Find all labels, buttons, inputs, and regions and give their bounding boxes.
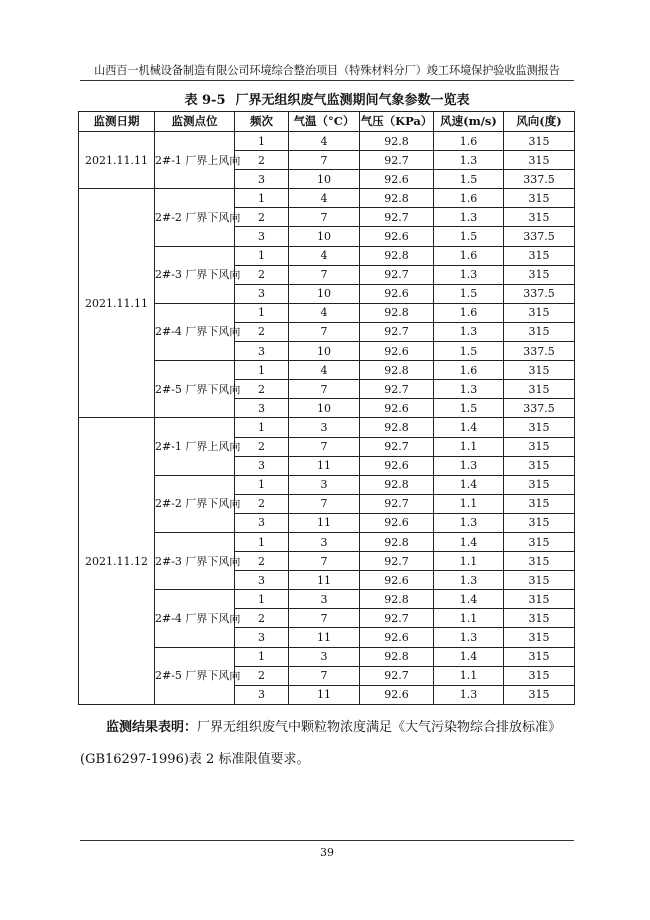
cell-temperature: 7 — [289, 151, 360, 170]
cell-wind-direction: 315 — [504, 132, 575, 151]
cell-frequency: 1 — [235, 475, 289, 494]
cell-wind-speed: 1.3 — [434, 208, 504, 227]
cell-wind-speed: 1.5 — [434, 342, 504, 361]
cell-frequency: 3 — [235, 227, 289, 246]
cell-wind-speed: 1.5 — [434, 284, 504, 303]
cell-frequency: 2 — [235, 552, 289, 571]
cell-frequency: 1 — [235, 418, 289, 437]
column-header: 风向(度) — [504, 112, 575, 132]
cell-pressure: 92.7 — [360, 666, 434, 685]
cell-temperature: 7 — [289, 208, 360, 227]
cell-wind-speed: 1.1 — [434, 552, 504, 571]
table-number: 表 9-5 — [184, 93, 226, 108]
cell-pressure: 92.7 — [360, 208, 434, 227]
page-header: 山西百一机械设备制造有限公司环境综合整治项目（特殊材料分厂）竣工环境保护验收监测报告 — [94, 64, 560, 77]
cell-wind-direction: 315 — [504, 322, 575, 341]
cell-frequency: 1 — [235, 647, 289, 666]
cell-wind-direction: 315 — [504, 208, 575, 227]
cell-frequency: 3 — [235, 170, 289, 189]
cell-wind-speed: 1.1 — [434, 609, 504, 628]
cell-wind-speed: 1.6 — [434, 246, 504, 265]
cell-wind-direction: 315 — [504, 380, 575, 399]
table-row — [79, 418, 575, 437]
cell-temperature: 3 — [289, 418, 360, 437]
cell-temperature: 7 — [289, 380, 360, 399]
cell-wind-direction: 337.5 — [504, 284, 575, 303]
cell-frequency: 1 — [235, 590, 289, 609]
cell-pressure: 92.8 — [360, 647, 434, 666]
column-header: 监测日期 — [79, 112, 155, 132]
cell-temperature: 3 — [289, 590, 360, 609]
cell-temperature: 11 — [289, 628, 360, 647]
cell-temperature: 7 — [289, 609, 360, 628]
cell-point: 2#-1 厂界上风向 — [155, 418, 235, 475]
footer-divider — [80, 840, 574, 841]
column-header: 频次 — [235, 112, 289, 132]
cell-frequency: 2 — [235, 609, 289, 628]
cell-wind-direction: 315 — [504, 647, 575, 666]
cell-frequency: 2 — [235, 265, 289, 284]
cell-temperature: 4 — [289, 361, 360, 380]
cell-point: 2#-3 厂界下风向 — [155, 532, 235, 589]
cell-wind-direction: 315 — [504, 628, 575, 647]
cell-frequency: 3 — [235, 628, 289, 647]
cell-date: 2021.11.12 — [79, 418, 155, 704]
cell-temperature: 7 — [289, 666, 360, 685]
cell-pressure: 92.6 — [360, 342, 434, 361]
cell-pressure: 92.6 — [360, 456, 434, 475]
cell-wind-speed: 1.3 — [434, 685, 504, 704]
conclusion-lead: 监测结果表明： — [106, 720, 198, 735]
cell-frequency: 1 — [235, 303, 289, 322]
cell-pressure: 92.8 — [360, 132, 434, 151]
cell-frequency: 3 — [235, 342, 289, 361]
cell-point: 2#-1 厂界上风向 — [155, 132, 235, 189]
cell-date: 2021.11.11 — [79, 132, 155, 189]
cell-frequency: 3 — [235, 513, 289, 532]
cell-pressure: 92.6 — [360, 571, 434, 590]
cell-wind-speed: 1.6 — [434, 361, 504, 380]
cell-point: 2#-3 厂界下风向 — [155, 246, 235, 303]
cell-wind-direction: 315 — [504, 609, 575, 628]
cell-wind-direction: 315 — [504, 532, 575, 551]
column-header: 气压（KPa） — [360, 112, 434, 132]
cell-wind-direction: 337.5 — [504, 399, 575, 418]
cell-pressure: 92.7 — [360, 494, 434, 513]
cell-frequency: 3 — [235, 685, 289, 704]
cell-wind-direction: 315 — [504, 303, 575, 322]
table-header-row — [79, 112, 575, 132]
cell-pressure: 92.6 — [360, 227, 434, 246]
cell-wind-direction: 315 — [504, 246, 575, 265]
table-title: 厂界无组织废气监测期间气象参数一览表 — [235, 93, 470, 108]
cell-frequency: 1 — [235, 532, 289, 551]
cell-point: 2#-2 厂界下风向 — [155, 475, 235, 532]
cell-point: 2#-4 厂界下风向 — [155, 590, 235, 647]
cell-frequency: 2 — [235, 437, 289, 456]
cell-temperature: 4 — [289, 303, 360, 322]
cell-temperature: 11 — [289, 571, 360, 590]
cell-wind-speed: 1.6 — [434, 303, 504, 322]
cell-wind-direction: 315 — [504, 513, 575, 532]
cell-frequency: 3 — [235, 399, 289, 418]
header-divider — [80, 80, 574, 81]
cell-wind-speed: 1.4 — [434, 475, 504, 494]
cell-wind-direction: 315 — [504, 418, 575, 437]
cell-wind-speed: 1.4 — [434, 647, 504, 666]
cell-temperature: 10 — [289, 227, 360, 246]
cell-wind-direction: 315 — [504, 590, 575, 609]
cell-wind-speed: 1.5 — [434, 227, 504, 246]
cell-point: 2#-4 厂界下风向 — [155, 303, 235, 360]
cell-frequency: 3 — [235, 456, 289, 475]
cell-wind-speed: 1.1 — [434, 666, 504, 685]
cell-frequency: 2 — [235, 322, 289, 341]
cell-pressure: 92.6 — [360, 513, 434, 532]
cell-point: 2#-5 厂界下风向 — [155, 361, 235, 418]
column-header: 监测点位 — [155, 112, 235, 132]
cell-frequency: 1 — [235, 132, 289, 151]
column-header: 气温（°C） — [289, 112, 360, 132]
cell-wind-direction: 315 — [504, 361, 575, 380]
cell-wind-direction: 315 — [504, 685, 575, 704]
cell-temperature: 7 — [289, 552, 360, 571]
cell-wind-direction: 315 — [504, 456, 575, 475]
cell-wind-speed: 1.3 — [434, 151, 504, 170]
cell-pressure: 92.6 — [360, 628, 434, 647]
cell-pressure: 92.6 — [360, 284, 434, 303]
cell-temperature: 3 — [289, 532, 360, 551]
cell-wind-speed: 1.1 — [434, 494, 504, 513]
cell-pressure: 92.8 — [360, 590, 434, 609]
cell-point: 2#-2 厂界下风向 — [155, 189, 235, 246]
cell-pressure: 92.7 — [360, 552, 434, 571]
cell-wind-direction: 337.5 — [504, 342, 575, 361]
cell-wind-direction: 315 — [504, 494, 575, 513]
table-caption — [80, 89, 574, 108]
cell-wind-speed: 1.1 — [434, 437, 504, 456]
cell-temperature: 7 — [289, 437, 360, 456]
cell-wind-direction: 337.5 — [504, 227, 575, 246]
cell-pressure: 92.7 — [360, 380, 434, 399]
cell-temperature: 10 — [289, 284, 360, 303]
cell-temperature: 7 — [289, 322, 360, 341]
cell-temperature: 10 — [289, 342, 360, 361]
cell-temperature: 10 — [289, 399, 360, 418]
cell-wind-speed: 1.6 — [434, 189, 504, 208]
cell-pressure: 92.8 — [360, 475, 434, 494]
cell-wind-direction: 315 — [504, 552, 575, 571]
cell-wind-speed: 1.3 — [434, 322, 504, 341]
cell-pressure: 92.8 — [360, 532, 434, 551]
cell-pressure: 92.7 — [360, 151, 434, 170]
cell-pressure: 92.7 — [360, 609, 434, 628]
table-row — [79, 132, 575, 151]
cell-frequency: 2 — [235, 494, 289, 513]
cell-temperature: 4 — [289, 189, 360, 208]
cell-temperature: 11 — [289, 685, 360, 704]
cell-wind-direction: 315 — [504, 475, 575, 494]
cell-temperature: 10 — [289, 170, 360, 189]
cell-wind-speed: 1.3 — [434, 265, 504, 284]
cell-frequency: 1 — [235, 246, 289, 265]
cell-temperature: 4 — [289, 246, 360, 265]
cell-pressure: 92.8 — [360, 246, 434, 265]
cell-temperature: 7 — [289, 265, 360, 284]
cell-wind-direction: 315 — [504, 571, 575, 590]
conclusion-text: 厂界无组织废气中颗粒物浓度满足《大气污染物综合排放标准》(GB16297-1996)表 2 标准限值要求。 — [80, 720, 562, 767]
cell-wind-direction: 315 — [504, 189, 575, 208]
cell-pressure: 92.7 — [360, 265, 434, 284]
cell-temperature: 3 — [289, 475, 360, 494]
cell-frequency: 2 — [235, 666, 289, 685]
cell-wind-speed: 1.5 — [434, 170, 504, 189]
cell-temperature: 4 — [289, 132, 360, 151]
cell-pressure: 92.6 — [360, 399, 434, 418]
cell-pressure: 92.7 — [360, 322, 434, 341]
cell-pressure: 92.8 — [360, 303, 434, 322]
cell-wind-speed: 1.4 — [434, 590, 504, 609]
cell-pressure: 92.6 — [360, 685, 434, 704]
cell-wind-direction: 315 — [504, 265, 575, 284]
cell-wind-speed: 1.3 — [434, 456, 504, 475]
cell-wind-speed: 1.3 — [434, 513, 504, 532]
cell-temperature: 7 — [289, 494, 360, 513]
cell-wind-direction: 315 — [504, 437, 575, 456]
cell-point: 2#-5 厂界下风向 — [155, 647, 235, 704]
table-body — [79, 132, 575, 705]
cell-pressure: 92.8 — [360, 361, 434, 380]
cell-wind-direction: 337.5 — [504, 170, 575, 189]
cell-frequency: 1 — [235, 361, 289, 380]
cell-pressure: 92.7 — [360, 437, 434, 456]
conclusion-paragraph — [80, 712, 574, 776]
cell-wind-speed: 1.4 — [434, 532, 504, 551]
cell-wind-speed: 1.3 — [434, 380, 504, 399]
cell-wind-speed: 1.3 — [434, 571, 504, 590]
cell-pressure: 92.8 — [360, 418, 434, 437]
cell-temperature: 11 — [289, 513, 360, 532]
column-header: 风速(m/s) — [434, 112, 504, 132]
cell-wind-direction: 315 — [504, 666, 575, 685]
cell-wind-speed: 1.4 — [434, 418, 504, 437]
cell-wind-speed: 1.6 — [434, 132, 504, 151]
cell-wind-speed: 1.5 — [434, 399, 504, 418]
cell-frequency: 3 — [235, 284, 289, 303]
cell-temperature: 3 — [289, 647, 360, 666]
cell-frequency: 3 — [235, 571, 289, 590]
cell-temperature: 11 — [289, 456, 360, 475]
cell-frequency: 1 — [235, 189, 289, 208]
weather-parameter-table — [78, 111, 575, 705]
cell-frequency: 2 — [235, 151, 289, 170]
cell-wind-speed: 1.3 — [434, 628, 504, 647]
cell-pressure: 92.6 — [360, 170, 434, 189]
cell-frequency: 2 — [235, 380, 289, 399]
cell-date: 2021.11.11 — [79, 189, 155, 418]
cell-frequency: 2 — [235, 208, 289, 227]
page-number: 39 — [320, 846, 334, 859]
cell-pressure: 92.8 — [360, 189, 434, 208]
cell-wind-direction: 315 — [504, 151, 575, 170]
table-row — [79, 189, 575, 208]
